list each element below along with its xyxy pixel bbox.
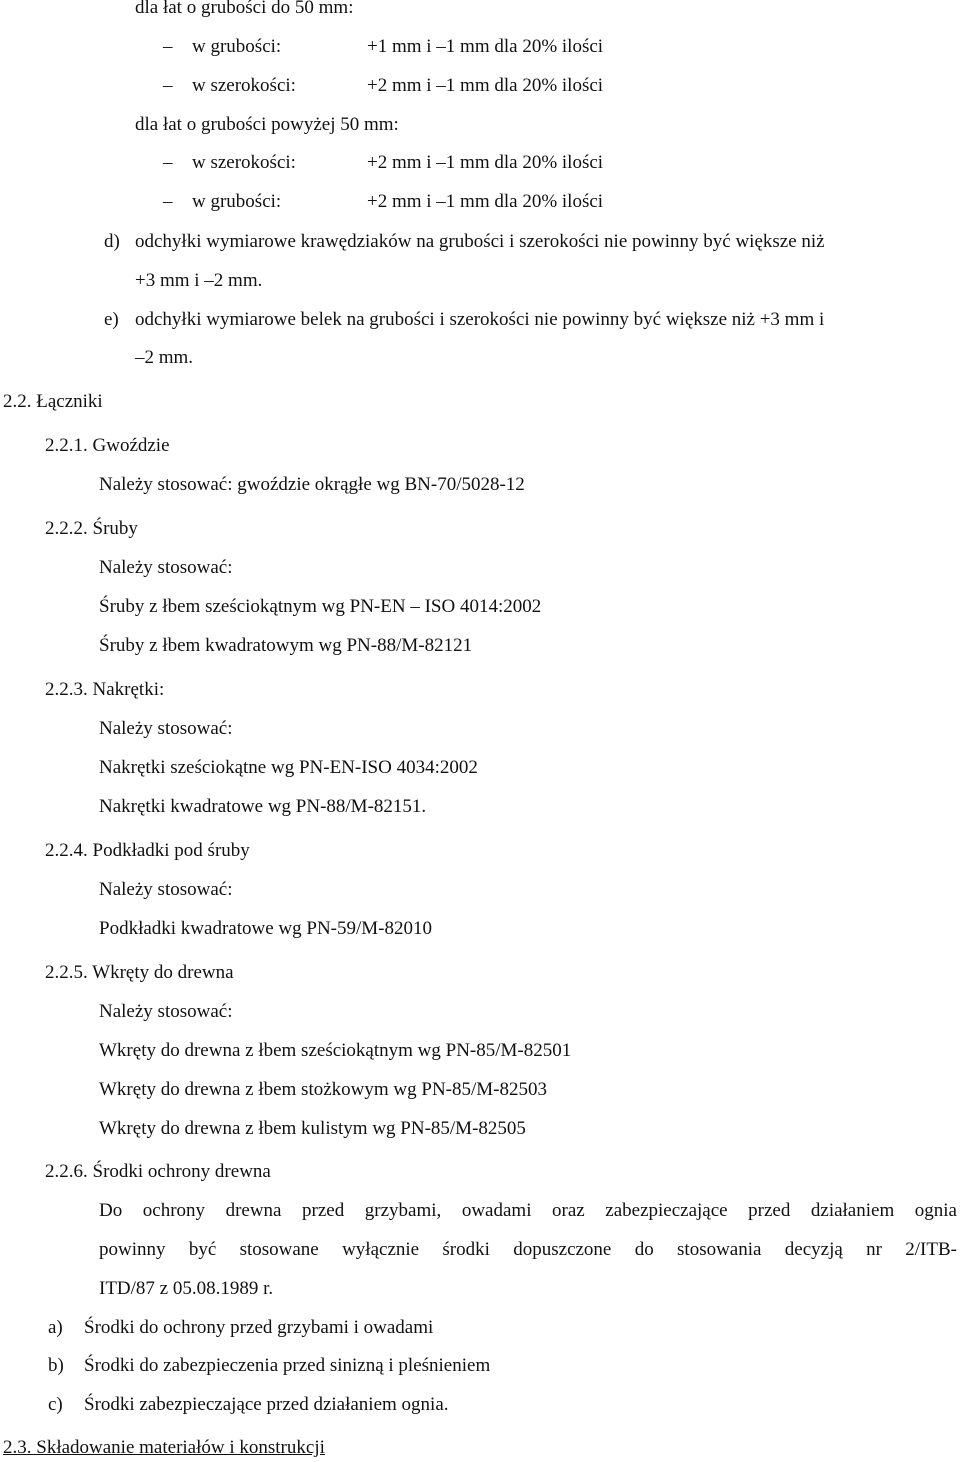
dash-bullet: – <box>163 191 173 212</box>
subsection-heading: 2.2.6. Środki ochrony drewna <box>45 1161 271 1182</box>
item-text-continued: +3 mm i –2 mm. <box>135 270 263 291</box>
item-text: Środki zabezpieczające przed działaniem ognia. <box>84 1394 449 1415</box>
list-item: Nakrętki sześciokątne wg PN-EN-ISO 4034:2002 <box>99 757 478 778</box>
list-item: Podkładki kwadratowe wg PN-59/M-82010 <box>99 918 432 939</box>
tolerance-value: +2 mm i –1 mm dla 20% ilości <box>367 152 604 173</box>
section-heading: 2.2. Łączniki <box>3 391 103 412</box>
item-label: a) <box>48 1317 63 1338</box>
tolerance-label: w szerokości: <box>192 75 296 96</box>
item-label: b) <box>48 1355 64 1376</box>
subsection-heading: 2.2.2. Śruby <box>45 518 138 539</box>
paragraph-line: powinny być stosowane wyłącznie środki dopuszczone do stosowania decyzją nr 2/ITB- <box>99 1239 957 1260</box>
paragraph: Należy stosować: <box>99 1001 233 1022</box>
tolerance-label: w grubości: <box>192 36 282 57</box>
list-item: Śruby z łbem sześciokątnym wg PN-EN – ISO 4014:2002 <box>99 596 542 617</box>
subsection-heading: 2.2.5. Wkręty do drewna <box>45 962 234 983</box>
item-text: Środki do ochrony przed grzybami i owadami <box>84 1317 434 1338</box>
lath-over-50-heading: dla łat o grubości powyżej 50 mm: <box>135 114 399 135</box>
subsection-heading: 2.2.1. Gwoździe <box>45 435 170 456</box>
lath-up-to-50-heading: dla łat o grubości do 50 mm: <box>135 0 354 18</box>
paragraph-line: ITD/87 z 05.08.1989 r. <box>99 1278 274 1299</box>
item-text: odchyłki wymiarowe krawędziaków na grubości i szerokości nie powinny być większe niż <box>135 231 825 252</box>
list-item: Wkręty do drewna z łbem stożkowym wg PN-85/M-82503 <box>99 1079 548 1100</box>
paragraph: Należy stosować: <box>99 557 233 578</box>
list-item: Wkręty do drewna z łbem kulistym wg PN-85/M-82505 <box>99 1118 526 1139</box>
item-text-continued: –2 mm. <box>135 347 194 368</box>
paragraph-line: Do ochrony drewna przed grzybami, owadami oraz zabezpieczające przed działaniem ognia <box>99 1200 957 1221</box>
list-item: Nakrętki kwadratowe wg PN-88/M-82151. <box>99 796 427 817</box>
item-label: d) <box>104 231 120 252</box>
section-heading: 2.3. Składowanie materiałów i konstrukcji <box>3 1437 325 1458</box>
list-item: Wkręty do drewna z łbem sześciokątnym wg PN-85/M-82501 <box>99 1040 572 1061</box>
subsection-heading: 2.2.4. Podkładki pod śruby <box>45 840 250 861</box>
paragraph: Należy stosować: <box>99 879 233 900</box>
item-label: c) <box>48 1394 63 1415</box>
dash-bullet: – <box>163 75 173 96</box>
dash-bullet: – <box>163 36 173 57</box>
item-text: Środki do zabezpieczenia przed sinizną i pleśnieniem <box>84 1355 491 1376</box>
tolerance-value: +2 mm i –1 mm dla 20% ilości <box>367 191 604 212</box>
tolerance-label: w szerokości: <box>192 152 296 173</box>
dash-bullet: – <box>163 152 173 173</box>
tolerance-label: w grubości: <box>192 191 282 212</box>
subsection-heading: 2.2.3. Nakrętki: <box>45 679 165 700</box>
paragraph: Należy stosować: gwoździe okrągłe wg BN-70/5028-12 <box>99 474 525 495</box>
item-text: odchyłki wymiarowe belek na grubości i szerokości nie powinny być większe niż +3 mm i <box>135 309 825 330</box>
item-label: e) <box>104 309 119 330</box>
tolerance-value: +2 mm i –1 mm dla 20% ilości <box>367 75 604 96</box>
paragraph: Należy stosować: <box>99 718 233 739</box>
list-item: Śruby z łbem kwadratowym wg PN-88/M-82121 <box>99 635 473 656</box>
tolerance-value: +1 mm i –1 mm dla 20% ilości <box>367 36 604 57</box>
